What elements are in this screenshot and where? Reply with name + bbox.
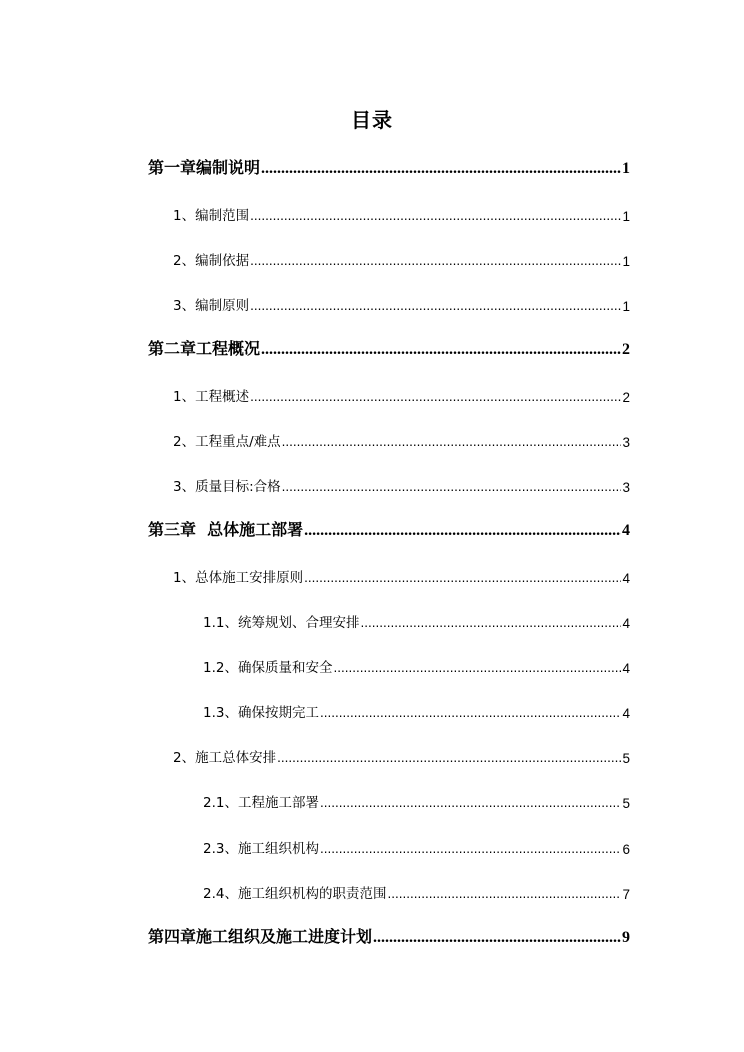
toc-dot-leader	[250, 253, 621, 269]
toc-title: 目录	[351, 108, 393, 132]
toc-entry-label: 1.2、确保质量和安全	[203, 660, 333, 676]
toc-section-3-2[interactable]	[173, 744, 630, 766]
toc-dot-leader	[333, 660, 621, 676]
toc-page-number: 3	[622, 435, 630, 450]
toc-subsection-1-2[interactable]	[203, 654, 630, 676]
toc-dot-leader	[320, 841, 622, 857]
toc-entry-label: 1、总体施工安排原则	[173, 570, 304, 586]
toc-entry-label: 第三章 总体施工部署	[148, 520, 304, 539]
toc-dot-leader	[282, 434, 622, 450]
toc-entry-label: 1、工程概述	[173, 389, 250, 405]
toc-chapter-1[interactable]	[148, 156, 630, 178]
toc-dot-leader	[373, 929, 621, 947]
toc-dot-leader	[261, 341, 621, 359]
toc-entry-label: 3、质量目标:合格	[173, 479, 281, 495]
toc-entry-label: 2、编制依据	[173, 253, 250, 269]
toc-dot-leader	[250, 389, 621, 405]
toc-page-number: 2	[622, 341, 630, 358]
toc-page-number: 1	[622, 299, 630, 314]
toc-entry-label: 1.3、确保按期完工	[203, 705, 319, 721]
toc-chapter-2[interactable]	[148, 337, 630, 359]
toc-page-number: 5	[622, 796, 630, 811]
toc-entry-label: 1.1、统筹规划、合理安排	[203, 615, 360, 631]
toc-section-2-3[interactable]	[173, 473, 630, 495]
toc-page-number: 9	[622, 929, 630, 946]
toc-page-number: 6	[622, 842, 630, 857]
toc-dot-leader	[320, 795, 622, 811]
toc-section-1-2[interactable]	[173, 247, 630, 269]
toc-subsection-2-1[interactable]	[203, 789, 630, 811]
toc-subsection-1-1[interactable]	[203, 609, 630, 631]
toc-entry-label: 2、施工总体安排	[173, 750, 277, 766]
toc-entry-label: 第一章编制说明	[148, 158, 261, 177]
toc-section-1-3[interactable]	[173, 292, 630, 314]
toc-page-number: 5	[622, 751, 630, 766]
toc-dot-leader	[282, 479, 622, 495]
toc-section-2-2[interactable]	[173, 428, 630, 450]
toc-section-2-1[interactable]	[173, 383, 630, 405]
toc-chapter-4[interactable]	[148, 925, 630, 947]
toc-entry-label: 2.3、施工组织机构	[203, 841, 319, 857]
toc-entry-label: 2、工程重点/难点	[173, 434, 281, 450]
toc-entry-label: 2.1、工程施工部署	[203, 795, 319, 811]
toc-page-number: 4	[622, 616, 630, 631]
toc-dot-leader	[250, 298, 621, 314]
toc-page-number: 4	[622, 706, 630, 721]
toc-page-number: 4	[622, 522, 630, 539]
toc-page-number: 1	[622, 254, 630, 269]
toc-dot-leader	[360, 615, 621, 631]
toc-chapter-3[interactable]	[148, 518, 630, 540]
toc-section-3-1[interactable]	[173, 564, 630, 586]
toc-page-number: 1	[622, 160, 630, 177]
toc-dot-leader	[277, 750, 621, 766]
toc-page-number: 2	[622, 390, 630, 405]
toc-subsection-2-3[interactable]	[203, 835, 630, 857]
toc-page-number: 4	[622, 571, 630, 586]
toc-entry-label: 第四章施工组织及施工进度计划	[148, 927, 373, 946]
toc-page-number: 7	[622, 887, 630, 902]
toc-dot-leader	[304, 522, 621, 540]
toc-dot-leader	[250, 208, 621, 224]
toc-dot-leader	[320, 705, 622, 721]
toc-entry-label: 1、编制范围	[173, 208, 250, 224]
toc-dot-leader	[387, 886, 621, 902]
toc-entry-label: 第二章工程概况	[148, 339, 261, 358]
toc-page-number: 4	[622, 661, 630, 676]
toc-dot-leader	[261, 160, 621, 178]
toc-subsection-2-4[interactable]	[203, 880, 630, 902]
toc-page-number: 3	[622, 480, 630, 495]
toc-section-1-1[interactable]	[173, 202, 630, 224]
toc-page-number: 1	[622, 209, 630, 224]
toc-entry-label: 3、编制原则	[173, 298, 250, 314]
toc-dot-leader	[304, 570, 621, 586]
toc-subsection-1-3[interactable]	[203, 699, 630, 721]
toc-entry-label: 2.4、施工组织机构的职责范围	[203, 886, 387, 902]
